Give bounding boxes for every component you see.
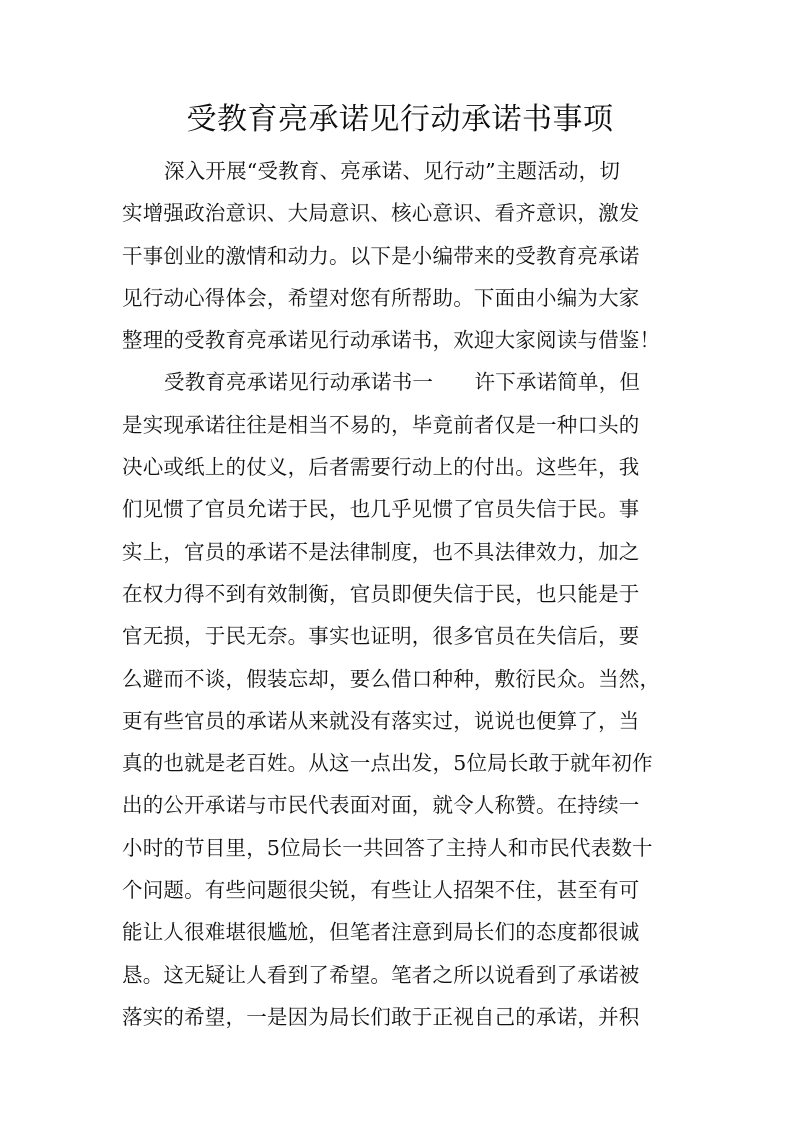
paragraph-line: 深入开展“受教育、亮承诺、见行动”主题活动，切 — [164, 159, 621, 183]
paragraph-line: 落实的希望，一是因为局长们敢于正视自己的承诺，并积 — [122, 1004, 640, 1029]
paragraph-line: 决心或纸上的仗义，后者需要行动上的付出。这些年，我 — [122, 455, 640, 480]
paragraph-line: 实上，官员的承诺不是法律制度，也不具法律效力，加之 — [122, 539, 640, 564]
paragraph-line: 更有些官员的承诺从来就没有落实过，说说也便算了，当 — [122, 708, 640, 733]
paragraph-line: 小时的节目里，5位局长一共回答了主持人和市民代表数十 — [122, 835, 653, 860]
paragraph-line: 出的公开承诺与市民代表面对面，就令人称赞。在持续一 — [122, 793, 640, 818]
paragraph-line: 们见惯了官员允诺于民，也几乎见惯了官员失信于民。事 — [122, 497, 640, 522]
paragraph-line: 是实现承诺往往是相当不易的，毕竟前者仅是一种口头的 — [122, 412, 640, 437]
paragraph-line: 干事创业的激情和动力。以下是小编带来的受教育亮承诺 — [122, 243, 640, 268]
paragraph-line: 在权力得不到有效制衡，官员即便失信于民，也只能是于 — [122, 581, 640, 606]
paragraph-line: 整理的受教育亮承诺见行动承诺书，欢迎大家阅读与借鉴！ — [122, 328, 661, 353]
paragraph-line: 受教育亮承诺见行动承诺书一 许下承诺简单，但 — [164, 370, 641, 395]
document-title: 受教育亮承诺见行动承诺书事项 — [186, 102, 614, 137]
paragraph-line: 实增强政治意识、大局意识、核心意识、看齐意识，激发 — [122, 201, 640, 226]
paragraph-line: 见行动心得体会，希望对您有所帮助。下面由小编为大家 — [122, 285, 640, 310]
paragraph-line: 恳。这无疑让人看到了希望。笔者之所以说看到了承诺被 — [122, 962, 640, 987]
document-body — [122, 150, 682, 1038]
paragraph-line: 能让人很难堪很尴尬，但笔者注意到局长们的态度都很诚 — [122, 920, 640, 945]
paragraph-line: 个问题。有些问题很尖锐，有些让人招架不住，甚至有可 — [122, 878, 640, 903]
paragraph-line: 真的也就是老百姓。从这一点出发，5位局长敢于就年初作 — [122, 751, 653, 776]
paragraph-line: 官无损，于民无奈。事实也证明，很多官员在失信后，要 — [122, 624, 640, 649]
paragraph-line: 么避而不谈，假装忘却，要么借口种种，敷衍民众。当然， — [122, 666, 661, 691]
